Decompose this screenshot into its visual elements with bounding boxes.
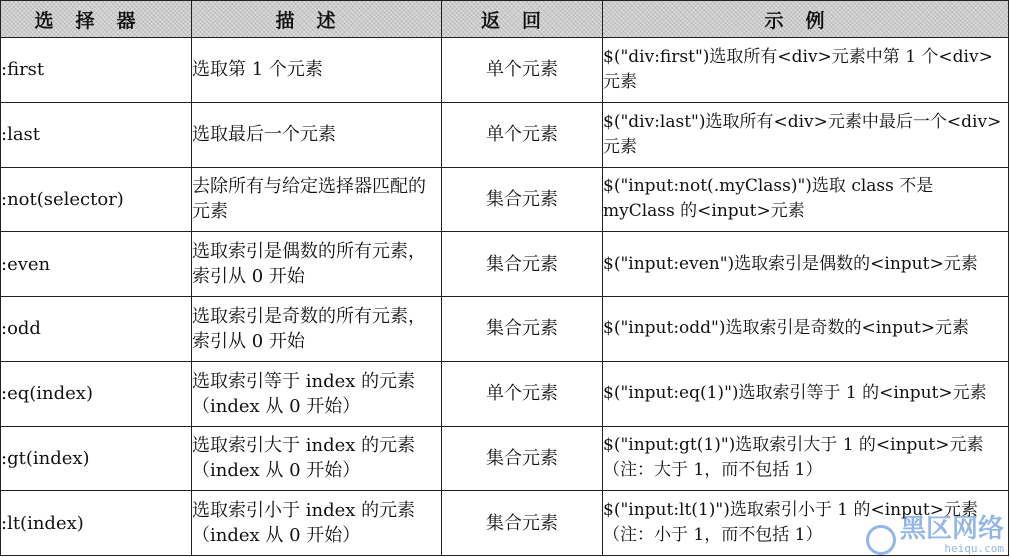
cell-example: $("div:first")选取所有<div>元素中第 1 个<div>元素: [603, 38, 1009, 103]
cell-example: $("input:lt(1)")选取索引小于 1 的<input>元素（注：小于 1，而不包括 1）: [603, 491, 1009, 556]
watermark: [866, 515, 1004, 555]
cell-selector: :lt(index): [1, 491, 192, 556]
cell-example: $("input:odd")选取索引是奇数的<input>元素: [603, 297, 1009, 362]
cell-selector: :gt(index): [1, 426, 192, 491]
cell-returns: 集合元素: [442, 167, 603, 232]
cell-description: 选取索引是奇数的所有元素，索引从 0 开始: [192, 297, 442, 362]
cell-selector: :not(selector): [1, 167, 192, 232]
table-row: [1, 102, 1009, 167]
cell-returns: 单个元素: [442, 38, 603, 103]
cell-example: $("input:even")选取索引是偶数的<input>元素: [603, 232, 1009, 297]
cell-example: $("input:eq(1)")选取索引等于 1 的<input>元素: [603, 361, 1009, 426]
watermark-logo-icon: [866, 525, 896, 555]
cell-returns: 单个元素: [442, 361, 603, 426]
cell-description: 选取索引小于 index 的元素（index 从 0 开始）: [192, 491, 442, 556]
cell-returns: 单个元素: [442, 102, 603, 167]
cell-example: $("input:not(.myClass)")选取 class 不是 myClass 的<input>元素: [603, 167, 1009, 232]
table-row: [1, 38, 1009, 103]
cell-description: 选取索引等于 index 的元素（index 从 0 开始）: [192, 361, 442, 426]
cell-description: 选取索引是偶数的所有元素，索引从 0 开始: [192, 232, 442, 297]
header-selector: 选择器: [1, 1, 192, 38]
cell-example: $("input:gt(1)")选取索引大于 1 的<input>元素（注：大于 1，而不包括 1）: [603, 426, 1009, 491]
cell-selector: :first: [1, 38, 192, 103]
cell-description: 选取索引大于 index 的元素（index 从 0 开始）: [192, 426, 442, 491]
cell-selector: :odd: [1, 297, 192, 362]
cell-returns: 集合元素: [442, 426, 603, 491]
table-row: [1, 361, 1009, 426]
cell-description: 选取第 1 个元素: [192, 38, 442, 103]
cell-returns: 集合元素: [442, 232, 603, 297]
cell-selector: :last: [1, 102, 192, 167]
header-example: 示例: [603, 1, 1009, 38]
table-row: [1, 167, 1009, 232]
watermark-url: heiqu.com: [944, 542, 1004, 555]
header-returns: 返回: [442, 1, 603, 38]
cell-selector: :eq(index): [1, 361, 192, 426]
cell-description: 去除所有与给定选择器匹配的元素: [192, 167, 442, 232]
table-row: [1, 232, 1009, 297]
watermark-text: 黑区网络: [899, 514, 1004, 544]
cell-returns: 集合元素: [442, 491, 603, 556]
cell-returns: 集合元素: [442, 297, 603, 362]
cell-selector: :even: [1, 232, 192, 297]
table-row: [1, 297, 1009, 362]
table-row: [1, 426, 1009, 491]
table-header-row: [1, 1, 1009, 38]
table-row: [1, 491, 1009, 556]
cell-description: 选取最后一个元素: [192, 102, 442, 167]
cell-example: $("div:last")选取所有<div>元素中最后一个<div>元素: [603, 102, 1009, 167]
header-description: 描述: [192, 1, 442, 38]
